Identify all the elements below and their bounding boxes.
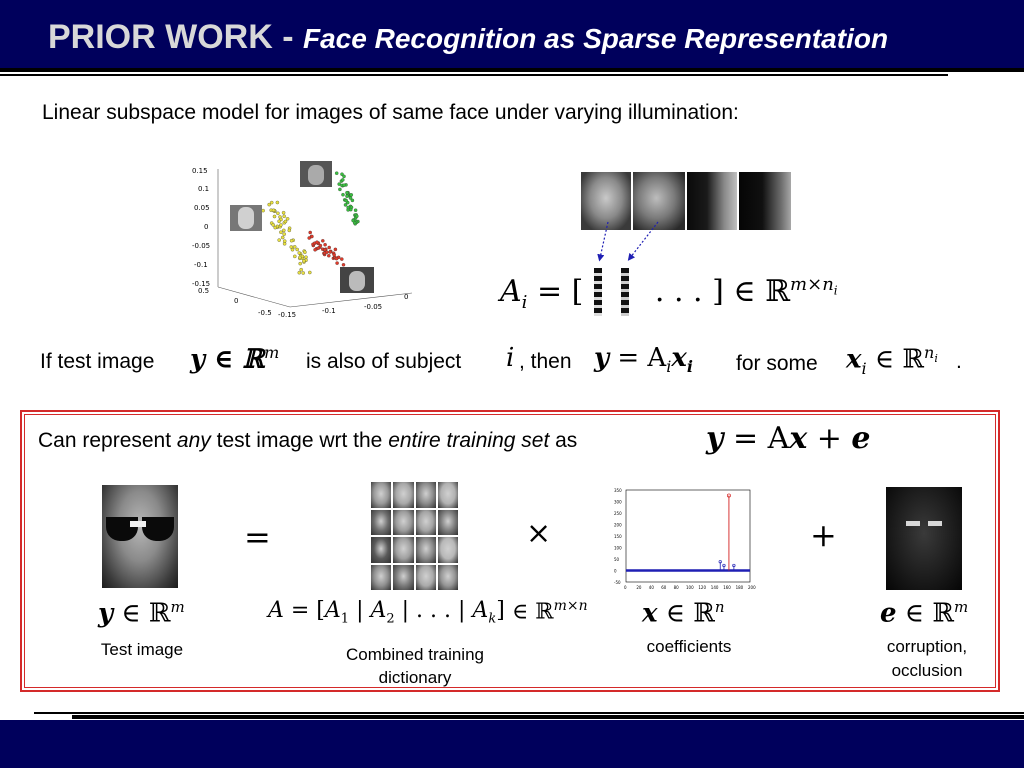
header-rule-thick xyxy=(0,68,1024,72)
column-strip-1 xyxy=(594,268,602,316)
scatter-bottom-tick: 0 xyxy=(234,297,239,305)
stem-x-tick: 140 xyxy=(710,585,719,590)
scatter-point xyxy=(341,178,344,181)
scatter-point xyxy=(343,184,346,187)
line2-text-2: is also of subject xyxy=(306,350,462,373)
scatter-point xyxy=(268,203,271,206)
caption-corruption: corruption, occlusion xyxy=(886,637,968,680)
A-space-label: ∈ ℝ$^{m\times n}$ xyxy=(512,598,588,625)
scatter-point xyxy=(352,219,355,222)
scatter-point xyxy=(335,257,338,260)
scatter-point xyxy=(345,199,348,202)
scatter-point xyxy=(347,206,350,209)
scatter-point xyxy=(291,248,294,251)
scatter-point xyxy=(336,262,339,265)
error-image xyxy=(886,487,962,590)
y-label: y ∈ ℝ$^m$ xyxy=(98,598,185,629)
test-image xyxy=(102,485,178,588)
scatter-point xyxy=(340,258,343,261)
scatter-point xyxy=(335,172,338,175)
stem-x-tick: 180 xyxy=(735,585,744,590)
title-subtitle: Face Recognition as Sparse Representation xyxy=(303,23,889,54)
scatter-point xyxy=(298,256,301,259)
dictionary-face-tile xyxy=(438,537,458,563)
stem-y-tick: 200 xyxy=(614,522,622,528)
A-definition-label: $A = [A_1$ | $A_2$ | . . . | $A_k$] xyxy=(268,598,505,627)
scatter-point xyxy=(293,245,296,248)
scatter-point xyxy=(282,211,285,214)
scatter-point xyxy=(308,236,311,239)
stem-x-tick: 120 xyxy=(698,585,707,590)
scatter-point xyxy=(279,223,282,226)
scatter-y-tick: 0.1 xyxy=(198,185,210,193)
training-dictionary-grid xyxy=(371,482,458,590)
dictionary-face-tile xyxy=(371,482,391,508)
footer-rule-thick xyxy=(72,715,1024,719)
scatter-point xyxy=(290,239,293,242)
scatter-point xyxy=(283,215,286,218)
scatter-point xyxy=(350,193,353,196)
line2-period: . xyxy=(956,350,962,373)
stem-x-tick: 0 xyxy=(624,585,627,590)
scatter-point xyxy=(278,239,281,242)
scatter-point xyxy=(300,268,303,271)
scatter-bottom-tick: 0 xyxy=(404,293,409,301)
scatter-y-tick: -0.15 xyxy=(192,280,211,288)
caption-test-image: Test image xyxy=(100,640,184,659)
scatter-point xyxy=(327,254,330,257)
scatter-point xyxy=(315,241,318,244)
dictionary-face-tile xyxy=(393,537,413,563)
scatter-point xyxy=(296,248,299,251)
dictionary-face-tile xyxy=(393,482,413,508)
scatter-point xyxy=(349,208,352,211)
e-label: e ∈ ℝ$^m$ xyxy=(880,598,969,629)
scatter-point xyxy=(281,236,284,239)
scatter-point xyxy=(329,250,332,253)
line2-math-eq: $y = A_ix_i$ xyxy=(594,343,693,377)
stem-x-tick: 200 xyxy=(748,585,756,590)
stem-y-tick: 300 xyxy=(614,499,622,505)
equals-operator: = xyxy=(244,518,271,556)
column-arrows xyxy=(590,222,670,264)
scatter-point xyxy=(334,248,337,251)
box-equation: y = Ax + e xyxy=(706,421,871,456)
title-dash: - xyxy=(272,18,303,56)
title-main: PRIOR WORK xyxy=(48,18,273,56)
scatter-point xyxy=(302,271,305,274)
line2-text-1: If test image xyxy=(40,350,155,373)
scatter-point xyxy=(338,188,341,191)
dictionary-face-tile xyxy=(371,510,391,536)
scatter-point xyxy=(283,242,286,245)
line2-math-y: y ∈ ℝ$^m$ xyxy=(190,343,280,375)
scatter-point xyxy=(344,203,347,206)
times-operator: × xyxy=(526,516,552,551)
dictionary-face-tile xyxy=(416,510,436,536)
header-rule-thin xyxy=(0,74,948,76)
scatter-point xyxy=(354,209,357,212)
column-strip-2 xyxy=(621,268,629,316)
x-label: x ∈ ℝ$^n$ xyxy=(642,598,725,629)
footer-rule-thin xyxy=(34,712,1024,714)
scatter-point xyxy=(282,229,285,232)
scatter-point xyxy=(345,195,348,198)
scatter-y-tick: 0.15 xyxy=(192,167,208,175)
stem-x-tick: 80 xyxy=(673,585,679,590)
scatter-point xyxy=(278,220,281,223)
subspace-scatter-plot xyxy=(190,155,420,325)
scatter-point xyxy=(298,271,301,274)
illumination-face-3 xyxy=(687,172,737,230)
slide-title xyxy=(48,18,888,57)
line2-text-3: , then xyxy=(519,350,572,373)
scatter-point xyxy=(273,215,276,218)
line2-math-x: $x_i$ ∈ ℝ$^{n_i}$ xyxy=(846,343,938,378)
stem-y-tick: 0 xyxy=(614,568,617,574)
scatter-point xyxy=(276,201,279,204)
dictionary-face-tile xyxy=(371,565,391,591)
scatter-y-tick: -0.05 xyxy=(192,242,211,250)
illumination-face-4 xyxy=(739,172,791,230)
scatter-bottom-tick: -0.15 xyxy=(278,311,297,319)
dictionary-face-tile xyxy=(438,565,458,591)
stem-x-tick: 100 xyxy=(686,585,694,590)
scatter-point xyxy=(304,256,307,259)
dictionary-face-tile xyxy=(371,537,391,563)
scatter-y-tick: 0.05 xyxy=(194,204,210,212)
line2-text-4: for some xyxy=(736,352,818,375)
Ai-equation: $A_i$ = [ . . . ] ∈ ℝ$^{m\times n_i}$ xyxy=(500,274,838,313)
dictionary-face-tile xyxy=(393,565,413,591)
scatter-y-tick: -0.1 xyxy=(194,261,208,269)
stem-y-tick: 150 xyxy=(614,534,622,539)
scatter-point xyxy=(321,239,324,242)
scatter-point xyxy=(279,231,282,234)
line2-math-i: i xyxy=(506,343,515,373)
Ai-symbol: A xyxy=(500,274,522,309)
dictionary-face-tile xyxy=(416,565,436,591)
scatter-point xyxy=(333,253,336,256)
scatter-bottom-tick: -0.1 xyxy=(322,307,336,315)
scatter-point xyxy=(276,212,279,215)
scatter-point xyxy=(293,255,296,258)
scatter-bottom-tick: -0.05 xyxy=(364,303,383,311)
stem-x-tick: 160 xyxy=(723,585,731,590)
scatter-point xyxy=(314,248,317,251)
dictionary-face-tile xyxy=(416,482,436,508)
scatter-point xyxy=(272,209,275,212)
stem-x-tick: 40 xyxy=(648,585,654,590)
intro-text: Linear subspace model for images of same face under varying illumination: xyxy=(42,101,739,124)
scatter-point xyxy=(328,246,331,249)
plus-operator: + xyxy=(810,516,837,554)
scatter-point xyxy=(283,233,286,236)
scatter-point xyxy=(341,193,344,196)
scatter-point xyxy=(351,199,354,202)
stem-y-tick: 250 xyxy=(614,511,622,516)
scatter-point xyxy=(342,175,345,178)
scatter-point xyxy=(309,231,312,234)
footer-bar xyxy=(0,720,1024,768)
scatter-point xyxy=(324,243,327,246)
scatter-point xyxy=(319,244,322,247)
scatter-point xyxy=(299,262,302,265)
stem-y-tick: 100 xyxy=(614,545,622,551)
stem-y-tick: 350 xyxy=(614,488,622,493)
dictionary-face-tile xyxy=(438,510,458,536)
scatter-bottom-tick: 0.5 xyxy=(198,287,210,295)
dictionary-face-tile xyxy=(438,482,458,508)
box-statement: Can represent any test image wrt the entire training set as xyxy=(38,429,578,452)
scatter-y-tick: 0 xyxy=(204,223,209,231)
stem-y-tick: -50 xyxy=(614,580,621,585)
stem-x-tick: 20 xyxy=(636,585,642,590)
scatter-point xyxy=(302,259,305,262)
stem-x-tick: 60 xyxy=(661,585,667,590)
scatter-point xyxy=(342,263,345,266)
scatter-point xyxy=(325,251,328,254)
scatter-bottom-tick: -0.5 xyxy=(258,309,272,317)
scatter-point xyxy=(355,215,358,218)
scatter-point xyxy=(345,191,348,194)
scatter-point xyxy=(272,223,275,226)
scatter-point xyxy=(308,271,311,274)
caption-coefficients: coefficients xyxy=(646,637,732,656)
stem-y-tick: 50 xyxy=(614,557,620,562)
scatter-point xyxy=(288,229,291,232)
caption-dictionary: Combined training dictionary xyxy=(346,645,484,687)
dictionary-face-tile xyxy=(416,537,436,563)
scatter-point xyxy=(298,251,301,254)
scatter-point xyxy=(286,217,289,220)
scatter-point xyxy=(274,226,277,229)
coefficients-stem-plot xyxy=(612,484,754,592)
scatter-point xyxy=(338,183,341,186)
scatter-point xyxy=(284,220,287,223)
dictionary-face-tile xyxy=(393,510,413,536)
scatter-point xyxy=(303,251,306,254)
